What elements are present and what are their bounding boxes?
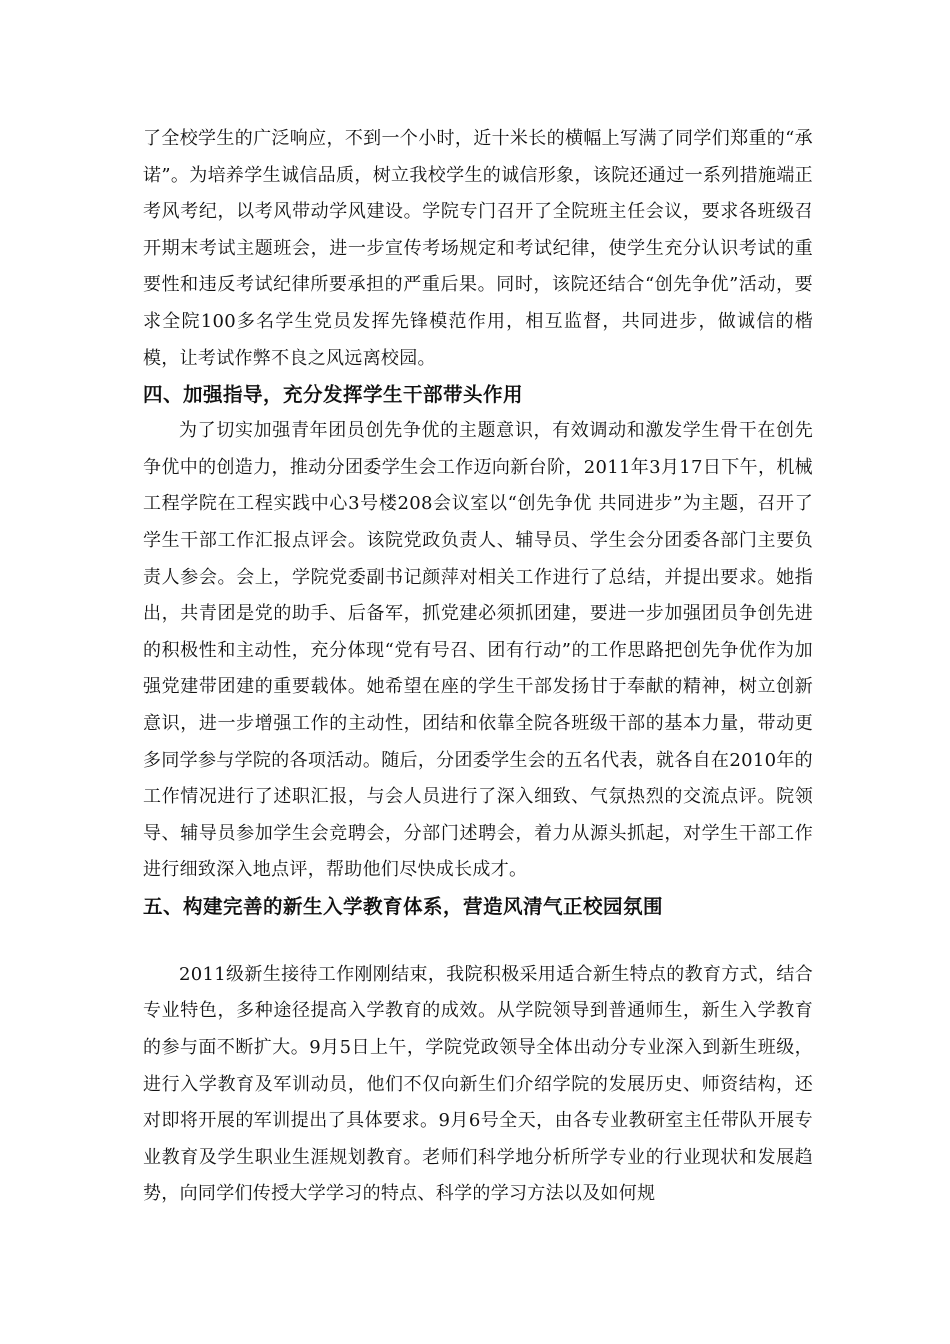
paragraph-integrity-campaign: 了全校学生的广泛响应，不到一个小时，近十米长的横幅上写满了同学们郑重的“承诺”。为培养学生诚信品质，树立我校学生的诚信形象，该院还通过一系列措施端正考风考纪，以考风带动学风建设。学院专门召开了全院班主任会议，要求各班级召开期末考试主题班会，进一步宣传考场规定和考试纪律，使学生充分认识考试的重要性和违反考试纪律所要承担的严重后果。同时，该院还结合“创先争优”活动，要求全院100多名学生党员发挥先锋模范作用，相互监督，共同进步，做诚信的楷模，让考试作弊不良之风远离校园。 <box>143 128 813 369</box>
section-heading-4: 四、加强指导，充分发挥学生干部带头作用 <box>143 383 524 407</box>
paragraph-student-cadres: 为了切实加强青年团员创先争优的主题意识，有效调动和激发学生骨干在创先争优中的创造力，推动分团委学生会工作迈向新台阶，2011年3月17日下午，机械工程学院在工程实践中心3号楼208会议室以“创先争优 共同进步”为主题，召开了学生干部工作汇报点评会。该院党政负责人、辅导员、学生会分团委各部门主要负责人参会。会上，学院党委副书记颜萍对相关工作进行了总结，并提出要求。她指出，共青团是党的助手、后备军，抓党建必须抓团建，要进一步加强团员争创先进的积极性和主动性，充分体现“党有号召、团有行动”的工作思路把创先争优作为加强党建带团建的重要载体。她希望在座的学生干部发扬甘于奉献的精神，树立创新意识，进一步增强工作的主动性，团结和依靠全院各班级干部的基本力量，带动更多同学参与学院的各项活动。随后，分团委学生会的五名代表，就各自在2010年的工作情况进行了述职汇报，与会人员进行了深入细致、气氛热烈的交流点评。院领导、辅导员参加学生会竞聘会，分部门述聘会，着力从源头抓起，对学生干部工作进行细致深入地点评，帮助他们尽快成长成才。 <box>143 420 813 881</box>
paragraph-freshman-education: 2011级新生接待工作刚刚结束，我院积极采用适合新生特点的教育方式，结合专业特色，多种途径提高入学教育的成效。从学院领导到普通师生，新生入学教育的参与面不断扩大。9月5日上午，学院党政领导全体出动分专业深入到新生班级，进行入学教育及军训动员，他们不仅向新生们介绍学院的发展历史、师资结构，还对即将开展的军训提出了具体要求。9月6号全天，由各专业教研室主任带队开展专业教育及学生职业生涯规划教育。老师们科学地分析所学专业的行业现状和发展趋势，向同学们传授大学学习的特点、科学的学习方法以及如何规 <box>143 963 813 1205</box>
section-heading-5: 五、构建完善的新生入学教育体系，营造风清气正校园氛围 <box>143 894 664 918</box>
section-spacer <box>143 925 813 957</box>
document-body <box>143 121 813 1213</box>
